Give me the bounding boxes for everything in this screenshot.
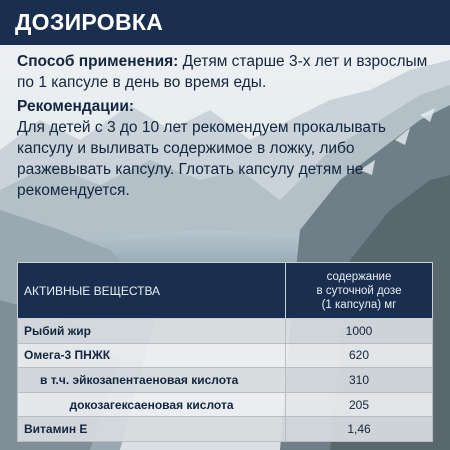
table-row xyxy=(18,343,433,368)
substance-value: 310 xyxy=(286,368,433,393)
usage-text: Детям старше 3-х лет и взрослым по 1 капсуле в день во время еды. xyxy=(17,53,428,91)
column-header-substances: АКТИВНЫЕ ВЕЩЕСТВА xyxy=(18,263,286,319)
recommendations-text: Для детей с 3 до 10 лет рекомендуем прокалывать капсулу и выливать содержимое в ложку, либо разжевывать капсулу. Глотать капсулу детям не рекомендуется. xyxy=(17,119,386,199)
header-bar xyxy=(0,0,450,45)
active-substances-table xyxy=(17,262,433,442)
usage-paragraph xyxy=(17,51,442,93)
column-header-line-3: (1 капсула) мг xyxy=(321,298,397,311)
column-header-line-1: содержание xyxy=(326,270,392,283)
page-title: ДОЗИРОВКА xyxy=(15,9,164,35)
table-header-row xyxy=(18,263,433,319)
table-row xyxy=(18,417,433,442)
substance-value: 1000 xyxy=(286,319,433,344)
column-header-line-2: в суточной дозе xyxy=(316,284,402,297)
recommendations-label: Рекомендации: xyxy=(17,98,135,115)
substance-name: Рыбий жир xyxy=(18,319,286,344)
table-row xyxy=(18,392,433,417)
substance-value: 1,46 xyxy=(286,417,433,442)
usage-label: Способ применения: xyxy=(17,53,179,70)
substance-name: Омега-3 ПНЖК xyxy=(18,343,286,368)
table-row xyxy=(18,319,433,344)
substance-value: 205 xyxy=(286,392,433,417)
substance-name: докозагексаеновая кислота xyxy=(18,392,286,417)
substance-value: 620 xyxy=(286,343,433,368)
substance-name: Витамин Е xyxy=(18,417,286,442)
substance-name: в т.ч. эйкозапентаеновая кислота xyxy=(18,368,286,393)
recommendations-block xyxy=(17,96,442,201)
table-row xyxy=(18,368,433,393)
column-header-daily-dose xyxy=(286,263,433,319)
